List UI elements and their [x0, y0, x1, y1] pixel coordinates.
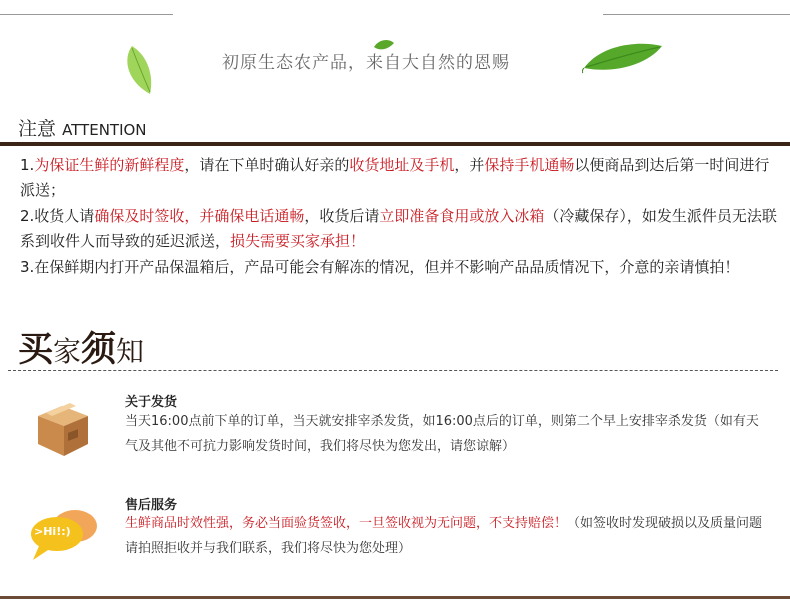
attention-title-en: ATTENTION: [62, 121, 147, 139]
after-sales-heading: 售后服务: [125, 498, 178, 513]
top-left-line: [0, 14, 173, 15]
attention-divider: [0, 142, 790, 146]
slogan: 初原生态农产品，来自大自然的恩赐: [222, 53, 510, 73]
dashed-divider: [8, 370, 778, 371]
top-right-line: [603, 14, 790, 15]
after-sales-body: 生鲜商品时效性强，务必当面验货签收，一旦签收视为无问题，不支持赔偿！（如签收时发现破损以及质量问题请拍照拒收并与我们联系，我们将尽快为您处理）: [125, 516, 763, 556]
buyer-notice-title: 买家须知: [18, 329, 145, 370]
attention-body: [20, 153, 780, 280]
large-leaf-icon: [582, 40, 664, 74]
attention-item-3: 3.在保鲜期内打开产品保温箱后，产品可能会有解冻的情况，但并不影响产品品质情况下，介意的亲请慎拍！: [20, 258, 740, 276]
attention-title-cn: 注意: [18, 118, 57, 140]
small-leaf-icon: [120, 42, 160, 98]
attention-title: [18, 114, 147, 141]
hi-bubble-text: >Hi!:): [34, 525, 71, 538]
attention-item-1: 1.为保证生鲜的新鲜程度，请在下单时确认好亲的收货地址及手机，并保持手机通畅以便商品到达后第一时间进行派送；: [20, 156, 770, 199]
shipping-heading: 关于发货: [125, 395, 178, 410]
bottom-divider: [0, 596, 790, 599]
shipping-body: 当天16:00点前下单的订单，当天就安排宰杀发货，如16:00点后的订单，则第二个早上安排宰杀发货（如有天气及其他不可抗力影响发货时间，我们将尽快为您发出，请您谅解）: [125, 414, 759, 454]
package-box-icon: [32, 398, 94, 460]
attention-item-2: 2.收货人请确保及时签收，并确保电话通畅，收货后请立即准备食用或放入冰箱（冷藏保存），如发生派件员无法联系到收件人而导致的延迟派送，损失需要买家承担！: [20, 207, 777, 250]
